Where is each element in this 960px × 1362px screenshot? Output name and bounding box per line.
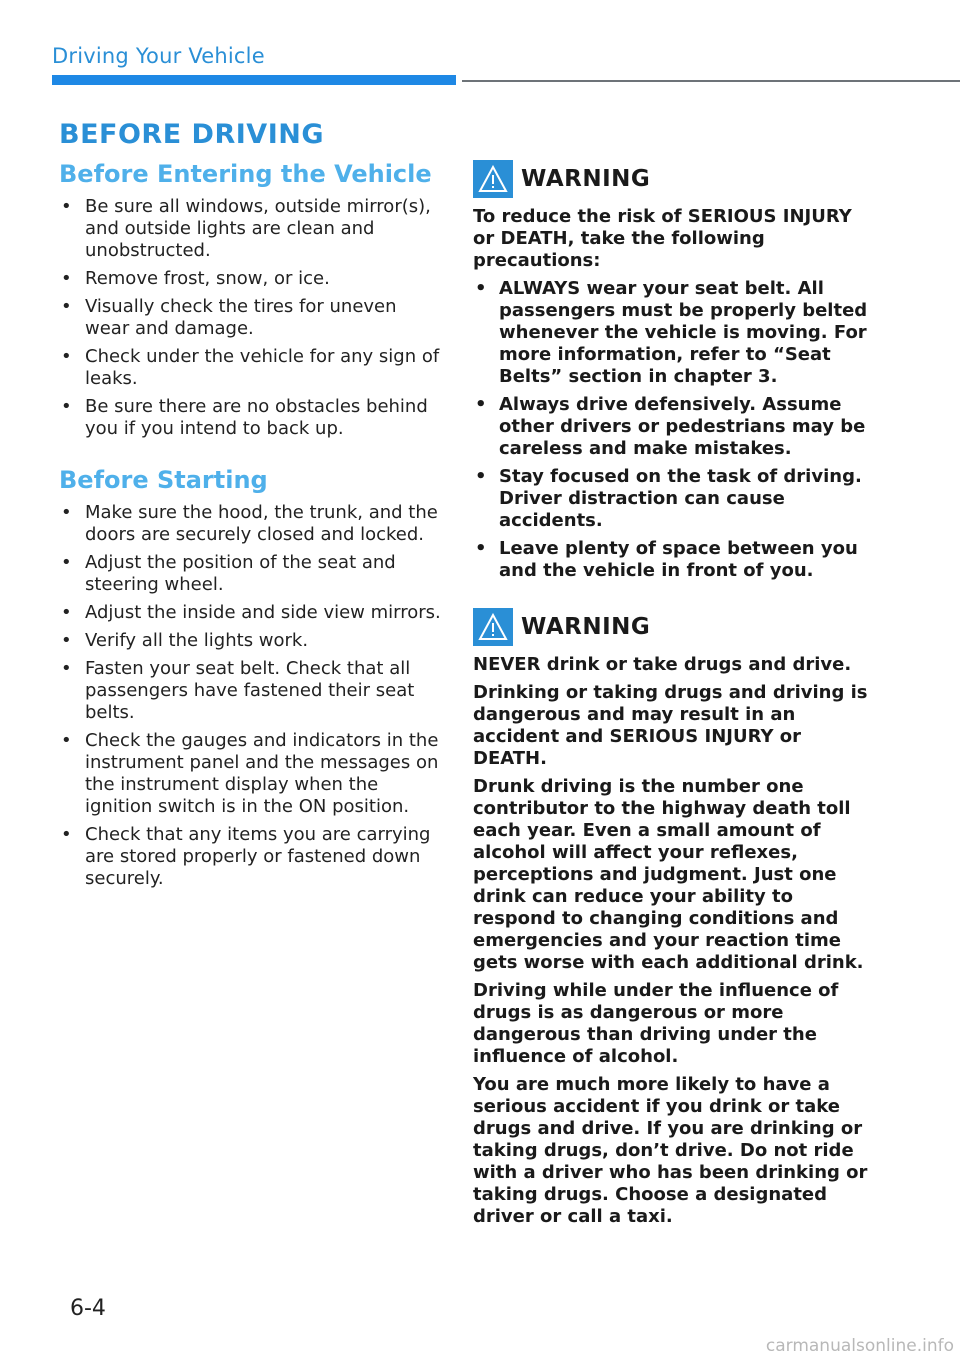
warning-icon <box>473 608 513 646</box>
list-item: • Be sure there are no obstacles behind you if you intend to back up. <box>59 396 444 440</box>
list-item: • Fasten your seat belt. Check that all passengers have fastened their seat belts. <box>59 658 444 724</box>
warning-paragraph: Drunk driving is the number one contributor to the highway death toll each year. Even a small amount of alcohol will affect your reflexes, perceptions and judgment. Just one drink can reduce your ability to respond to changing conditions and emergencies and your reaction time gets worse with each additional drink. <box>473 776 864 973</box>
list-item: • Adjust the inside and side view mirrors. <box>59 602 444 624</box>
list-item: • Verify all the lights work. <box>59 630 444 652</box>
section-title: BEFORE DRIVING <box>59 119 325 150</box>
warning-list <box>473 278 873 582</box>
warning-paragraph: You are much more likely to have a serious accident if you drink or take drugs and drive. If you are drinking or taking drugs, don’t drive. Do not ride with a driver who has been drinking or taking drugs. Choose a designated driver or call a taxi. <box>473 1074 868 1227</box>
warning-intro: To reduce the risk of SERIOUS INJURY or DEATH, take the following precautions: <box>473 206 852 271</box>
list-item: • Adjust the position of the seat and steering wheel. <box>59 552 444 596</box>
list-item: • Always drive defensively. Assume other drivers or pedestrians may be careless and make mistakes. <box>473 394 873 460</box>
warning-label: WARNING <box>521 614 651 640</box>
list-item: • Check under the vehicle for any sign of leaks. <box>59 346 444 390</box>
starting-list <box>59 502 444 890</box>
list-item: • Visually check the tires for uneven wear and damage. <box>59 296 444 340</box>
watermark: carmanualsonline.info <box>765 1336 954 1356</box>
warning-label: WARNING <box>521 166 651 192</box>
list-item: • Check that any items you are carrying are stored properly or fastened down securely. <box>59 824 444 890</box>
left-column <box>59 160 444 916</box>
warning-header <box>473 160 873 198</box>
list-item: • ALWAYS wear your seat belt. All passengers must be properly belted whenever the vehicle is moving. For more information, refer to “Seat Belts” section in chapter 3. <box>473 278 873 388</box>
subheading-starting: Before Starting <box>59 466 268 494</box>
list-item: • Be sure all windows, outside mirror(s), and outside lights are clean and unobstructed. <box>59 196 444 262</box>
entering-list <box>59 196 444 440</box>
header-accent-bar <box>52 75 456 85</box>
list-item: • Remove frost, snow, or ice. <box>59 268 444 290</box>
list-item: • Leave plenty of space between you and the vehicle in front of you. <box>473 538 873 582</box>
list-item: • Make sure the hood, the trunk, and the doors are securely closed and locked. <box>59 502 444 546</box>
warning-icon <box>473 160 513 198</box>
list-item: • Stay focused on the task of driving. Driver distraction can cause accidents. <box>473 466 873 532</box>
page-number: 6-4 <box>70 1296 106 1321</box>
subheading-entering: Before Entering the Vehicle <box>59 160 432 188</box>
header-rule <box>462 80 960 82</box>
list-item: • Check the gauges and indicators in the instrument panel and the messages on the instrument display when the ignition switch is in the ON position. <box>59 730 444 818</box>
warning-paragraph: Drinking or taking drugs and driving is dangerous and may result in an accident and SERIOUS INJURY or DEATH. <box>473 682 868 769</box>
warning-paragraph: Driving while under the influence of drugs is as dangerous or more dangerous than driving under the influence of alcohol. <box>473 980 839 1067</box>
right-column <box>473 160 873 1234</box>
warning-paragraph: NEVER drink or take drugs and drive. <box>473 654 852 675</box>
running-header: Driving Your Vehicle <box>52 44 265 68</box>
warning-header <box>473 608 873 646</box>
